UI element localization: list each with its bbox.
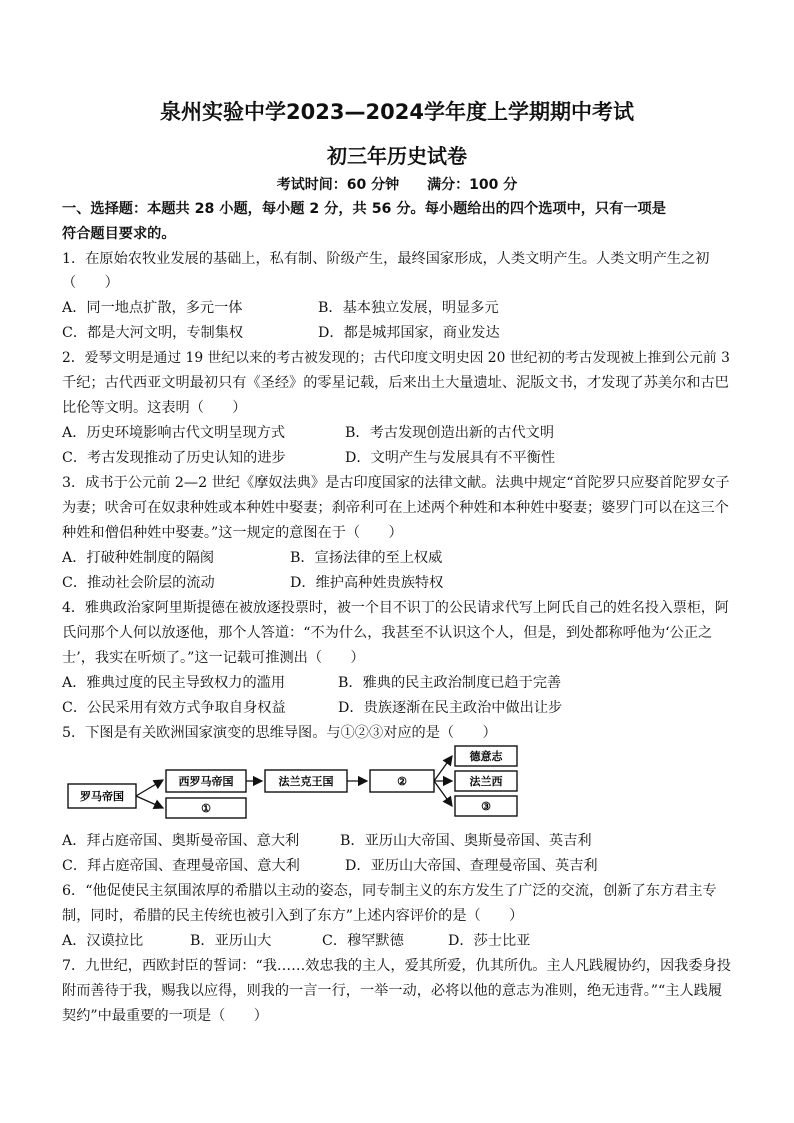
q4-option-a: A．雅典过度的民主导致权力的滥用 bbox=[62, 675, 286, 691]
q1-option-d: D．都是城邦国家，商业发达 bbox=[318, 325, 500, 341]
q3-option-b: B．宣扬法律的至上权威 bbox=[290, 550, 443, 566]
q4-option-d: D．贵族逐渐在民主政治中做出让步 bbox=[338, 700, 563, 716]
europe-state-evolution-mind-map bbox=[66, 744, 536, 820]
paper-title: 初三年历史试卷 bbox=[327, 144, 467, 168]
q1-option-c: C．都是大河文明，专制集权 bbox=[62, 325, 244, 341]
q2-stem-line-3: 比伦等文明。这表明（ ） bbox=[62, 400, 247, 416]
school-exam-title: 泉州实验中学2023—2024学年度上学期期中考试 bbox=[160, 100, 634, 124]
q1-option-a: A．同一地点扩散，多元一体 bbox=[62, 300, 243, 316]
q1-stem-line-2: （ ） bbox=[62, 275, 119, 291]
q3-stem-line-2: 为妻；吠舍可在奴隶种姓或本种姓中娶妻；刹帝利可在上述两个种姓和本种姓中娶妻；婆罗门可以在这三个 bbox=[62, 500, 729, 516]
section-instructions-line-2: 符合题目要求的。 bbox=[62, 226, 176, 242]
q2-stem-line-2: 千纪；古代西亚文明最初只有《圣经》的零星记载，后来出土大量遗址、泥版文书，才发现了苏美尔和古巴 bbox=[62, 375, 729, 391]
label-france: 法兰西 bbox=[469, 775, 503, 788]
q3-stem-line-3: 种姓和僧侣种姓中娶妻。”这一规定的意图在于（ ） bbox=[62, 525, 403, 541]
q6-stem-line-2: 制，同时，希腊的民主传统也被引入到了东方”上述内容评价的是（ ） bbox=[62, 908, 524, 924]
label-blank-2: ② bbox=[397, 775, 407, 788]
label-frankish-kingdom: 法兰克王国 bbox=[278, 775, 334, 788]
label-blank-3: ③ bbox=[481, 800, 491, 813]
q1-option-b: B．基本独立发展，明显多元 bbox=[318, 300, 499, 316]
q4-stem-line-3: 士’，我实在听烦了。”这一记载可推测出（ ） bbox=[62, 650, 365, 666]
q1-stem-line-1: 1．在原始农牧业发展的基础上，私有制、阶级产生，最终国家形成，人类文明产生。人类文明产生之初 bbox=[62, 251, 710, 267]
q7-stem-line-1: 7．九世纪，西欧封臣的誓词：“我……效忠我的主人，爱其所爱，仇其所仇。主人凡践履协约，因我委身投 bbox=[62, 958, 731, 974]
label-western-roman-empire: 西罗马帝国 bbox=[178, 775, 234, 788]
q6-option-d: D．莎士比亚 bbox=[448, 933, 531, 949]
section-instructions-line-1: 一、选择题：本题共 28 小题，每小题 2 分，共 56 分。每小题给出的四个选项中，只有一项是 bbox=[62, 201, 666, 217]
q6-option-a: A．汉谟拉比 bbox=[62, 933, 144, 949]
q5-option-c: C．拜占庭帝国、查理曼帝国、意大利 bbox=[62, 858, 300, 874]
q2-option-c: C．考古发现推动了历史认知的进步 bbox=[62, 450, 286, 466]
q2-stem-line-1: 2．爱琴文明是通过 19 世纪以来的考古被发现的；古代印度文明史因 20 世纪初的考古发现被上推到公元前 3 bbox=[62, 350, 730, 366]
q5-option-d: D．亚历山大帝国、查理曼帝国、英吉利 bbox=[345, 858, 598, 874]
label-blank-1: ① bbox=[201, 802, 211, 815]
q7-stem-line-2: 附而善待于我，赐我以应得，则我的一言一行，一举一动，必将以他的意志为准则，绝无违背。”“主人践履 bbox=[62, 983, 723, 999]
q5-stem-line-1: 5．下图是有关欧洲国家演变的思维导图。与①②③对应的是（ ） bbox=[62, 725, 497, 741]
q6-stem-line-1: 6．“他促使民主氛围浓厚的希腊以主动的姿态，同专制主义的东方发生了广泛的交流，创新了东方君主专 bbox=[62, 883, 717, 899]
q3-option-d: D．维护高种姓贵族特权 bbox=[290, 575, 444, 591]
q6-option-c: C．穆罕默德 bbox=[322, 933, 404, 949]
q3-option-c: C．推动社会阶层的流动 bbox=[62, 575, 215, 591]
q7-stem-line-3: 契约”中最重要的一项是（ ） bbox=[62, 1008, 268, 1024]
label-germany: 德意志 bbox=[469, 750, 503, 763]
q5-option-a: A．拜占庭帝国、奥斯曼帝国、意大利 bbox=[62, 833, 300, 849]
q6-option-b: B．亚历山大 bbox=[190, 933, 272, 949]
q5-option-b: B．亚历山大帝国、奥斯曼帝国、英吉利 bbox=[340, 833, 592, 849]
label-roman-empire: 罗马帝国 bbox=[80, 790, 124, 803]
q2-option-d: D．文明产生与发展具有不平衡性 bbox=[345, 450, 556, 466]
q2-option-a: A．历史环境影响古代文明呈现方式 bbox=[62, 425, 286, 441]
q4-option-b: B．雅典的民主政治制度已趋于完善 bbox=[338, 675, 562, 691]
q3-option-a: A．打破种姓制度的隔阂 bbox=[62, 550, 215, 566]
q3-stem-line-1: 3．成书于公元前 2—2 世纪《摩奴法典》是古印度国家的法律文献。法典中规定“首陀罗只应娶首陀罗女子 bbox=[62, 475, 730, 491]
exam-info: 考试时间：60 分钟 满分：100 分 bbox=[276, 177, 518, 193]
q4-stem-line-1: 4．雅典政治家阿里斯提德在被放逐投票时，被一个目不识丁的公民请求代写上阿氏自己的姓名投入票柜，阿 bbox=[62, 600, 729, 616]
q4-option-c: C．公民采用有效方式争取自身权益 bbox=[62, 700, 286, 716]
q2-option-b: B．考古发现创造出新的古代文明 bbox=[345, 425, 555, 441]
q4-stem-line-2: 氏问那个人何以放逐他，那个人答道：“不为什么，我甚至不认识这个人，但是，到处都称呼他为‘公正之 bbox=[62, 625, 713, 641]
